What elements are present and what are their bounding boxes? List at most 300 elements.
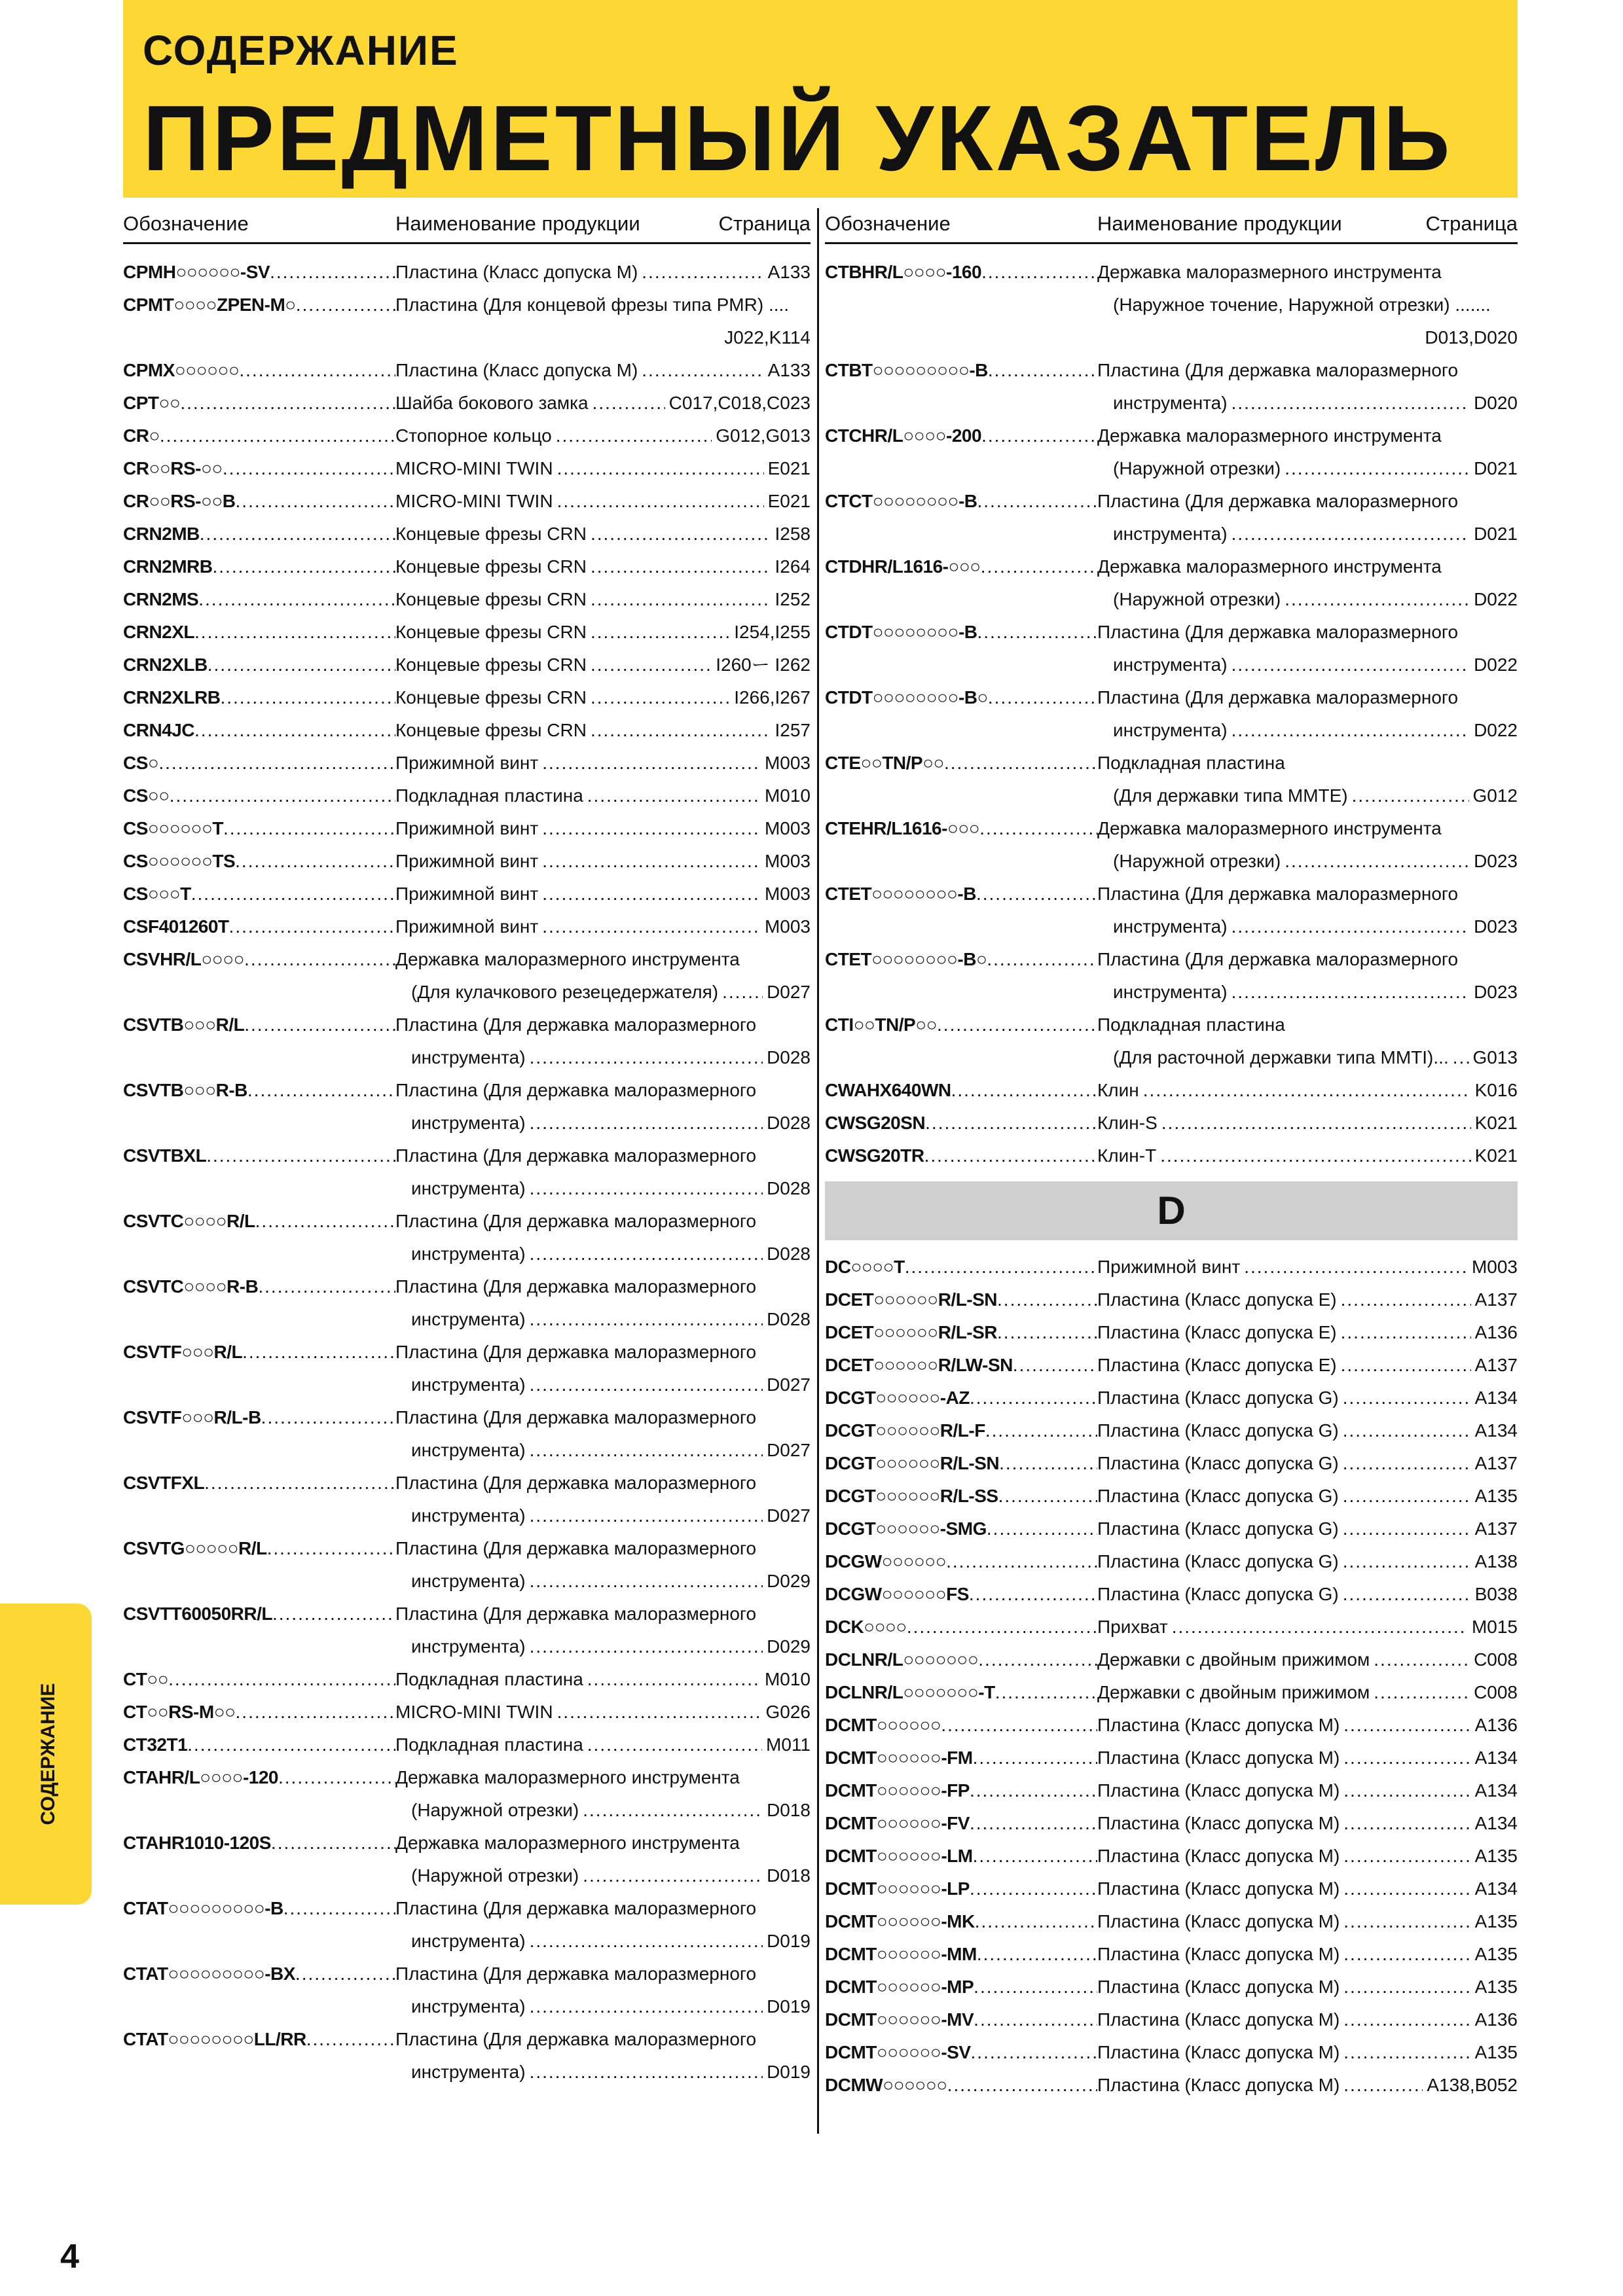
index-entry[interactable] [825,2003,1518,2036]
index-entry[interactable] [825,1676,1518,1709]
product-code: CSVTC○○○○R-B [123,1276,259,1297]
index-entry[interactable] [825,1283,1518,1316]
product-code: DCGW○○○○○○FS [825,1584,969,1604]
index-entry[interactable] [123,1205,811,1238]
product-name: Прижимной винт [395,753,539,773]
product-name: Пластина (Класс допуска M) [1097,2009,1340,2030]
index-entry[interactable] [825,714,1518,747]
leader-dots [1343,1873,1470,1905]
product-code: CTET○○○○○○○○-B○ [825,949,987,969]
page-ref: G013 [1472,1047,1518,1067]
leader-dots [970,1807,1097,1840]
index-entry[interactable] [123,321,811,354]
page-ref: D022 [1474,655,1518,675]
index-entry[interactable] [825,1382,1518,1414]
index-entry[interactable] [825,321,1518,354]
product-name: Пластина (Для концевой фрезы типа PMR) .... [395,295,790,315]
index-entry[interactable] [123,1892,811,1925]
product-name: Прижимной винт [395,916,539,937]
index-entry[interactable] [123,387,811,420]
index-entry[interactable] [825,1774,1518,1807]
leader-dots [975,1905,1097,1938]
leader-dots [1160,1139,1470,1172]
code-cell [825,1905,1097,1938]
index-entry[interactable] [123,1499,811,1532]
product-name: Пластина (Для державка малоразмерного [395,1964,757,1984]
page-ref: A133 [767,360,811,380]
product-name: Прижимной винт [1097,1257,1241,1277]
index-entry[interactable] [123,256,811,289]
product-name: Пластина (Для державка малоразмерного [395,1145,757,1166]
index-entry[interactable] [123,1794,811,1827]
product-name: Державка малоразмерного инструмента [1097,262,1442,282]
index-entry[interactable] [825,649,1518,681]
product-name: Державка малоразмерного инструмента [395,1767,740,1787]
code-cell [123,1892,395,1925]
product-code: DCET○○○○○○R/L-SR [825,1322,998,1342]
index-entry[interactable] [123,1990,811,2023]
index-entry[interactable] [123,649,811,681]
leader-dots [591,583,771,616]
index-entry[interactable] [123,550,811,583]
index-entry[interactable] [123,1761,811,1794]
index-entry[interactable] [825,1643,1518,1676]
index-entry[interactable] [825,2069,1518,2102]
page-ref: D027 [767,1440,811,1460]
index-entry[interactable] [123,616,811,649]
product-code: CPT○○ [123,393,181,413]
page-ref: I254,I255 [734,622,811,642]
leader-dots [223,452,395,485]
leader-dots [530,1303,763,1336]
index-entry[interactable] [825,452,1518,485]
leader-dots [642,354,763,387]
index-entry[interactable] [123,1434,811,1467]
leader-dots [168,1663,395,1696]
product-name: Клин-S [1097,1113,1158,1133]
index-entry[interactable] [825,583,1518,616]
leader-dots [1343,2036,1470,2069]
index-entry[interactable] [123,714,811,747]
leader-dots [530,1990,763,2023]
index-entry[interactable] [123,812,811,845]
product-code: DCMT○○○○○○-LM [825,1846,973,1866]
product-name: Пластина (Для державка малоразмерного [395,1538,757,1558]
code-cell [825,1513,1097,1545]
page-ref: A136 [1474,1322,1518,1342]
product-name: Пластина (Класс допуска M) [395,360,638,380]
index-entry[interactable] [123,2023,811,2056]
product-name: Пластина (Класс допуска M) [1097,1813,1340,1833]
index-entry[interactable] [123,1630,811,1663]
product-name: Пластина (Класс допуска M) [1097,1780,1340,1801]
leader-dots [981,256,1097,289]
leader-dots [974,2003,1097,2036]
index-entry[interactable] [825,1938,1518,1971]
leader-dots [587,780,761,812]
page-ref: M003 [764,818,811,838]
index-entry[interactable] [825,1611,1518,1643]
index-entry[interactable] [123,1238,811,1270]
leader-dots [556,420,712,452]
index-entry[interactable] [123,1729,811,1761]
index-entry[interactable] [123,452,811,485]
page-title: ПРЕДМЕТНЫЙ УКАЗАТЕЛЬ [143,86,1453,190]
index-entry[interactable] [123,289,811,321]
index-entry[interactable] [825,1905,1518,1938]
code-cell [825,1382,1097,1414]
index-entry[interactable] [123,1369,811,1401]
page-ref: A135 [1474,2042,1518,2062]
index-entry[interactable] [123,1827,811,1859]
index-entry[interactable] [825,2036,1518,2069]
index-entry[interactable] [825,812,1518,845]
product-code: CSVTB○○○R/L [123,1014,245,1035]
index-entry[interactable] [825,747,1518,780]
product-code: CS○○○T [123,884,191,904]
product-name: MICRO-MINI TWIN [395,458,553,478]
page-ref: A134 [1474,1878,1518,1899]
product-name: инструмента) [411,1636,526,1657]
leader-dots [944,747,1097,780]
code-cell [123,387,395,420]
page-ref: M003 [764,851,811,871]
page-ref: A135 [1474,1944,1518,1964]
index-entry[interactable] [123,1041,811,1074]
code-cell [825,1283,1097,1316]
leader-dots [1285,845,1470,878]
leader-dots [981,420,1097,452]
index-entry[interactable] [123,747,811,780]
product-code: DCLNR/L○○○○○○○ [825,1649,979,1670]
page-ref: D019 [767,1996,811,2017]
product-name: Пластина (Класс допуска E) [1097,1355,1337,1375]
product-code: CWAHX640WN [825,1080,951,1100]
code-cell [825,485,1097,518]
product-name: инструмента) [411,1047,526,1067]
code-cell [825,1447,1097,1480]
index-entry[interactable] [123,1925,811,1958]
index-entry[interactable] [825,387,1518,420]
leader-dots [997,1316,1097,1349]
product-code: CT○○ [123,1669,169,1689]
header-code: Обозначение [123,212,249,235]
index-entry[interactable] [825,1480,1518,1513]
leader-dots [1013,1349,1097,1382]
leader-dots [204,1467,395,1499]
leader-dots [1374,1643,1470,1676]
leader-dots [223,812,395,845]
product-name: инструмента) [411,1244,526,1264]
leader-dots [194,714,395,747]
product-code: CSVTC○○○○R/L [123,1211,255,1231]
index-entry[interactable] [123,1532,811,1565]
leader-dots [530,1565,763,1598]
index-entry[interactable] [123,583,811,616]
leader-dots [591,714,771,747]
index-entry[interactable] [825,354,1518,387]
page-ref: A138,B052 [1427,2075,1518,2095]
product-code: CR○○RS-○○B [123,491,236,511]
index-entry[interactable] [825,420,1518,452]
leader-dots [1231,387,1470,420]
page-ref: M003 [764,753,811,773]
code-cell [123,354,395,387]
product-name: (Наружной отрезки) [1113,851,1281,871]
index-entry[interactable] [123,681,811,714]
index-entry[interactable] [825,1009,1518,1041]
leader-dots [905,1251,1097,1283]
index-entry[interactable] [825,1251,1518,1283]
index-entry[interactable] [825,616,1518,649]
index-entry[interactable] [123,1565,811,1598]
index-entry[interactable] [825,1349,1518,1382]
leader-dots [530,1369,763,1401]
leader-dots [1343,1774,1470,1807]
index-entry[interactable] [825,1414,1518,1447]
page-ref: A135 [1474,1486,1518,1506]
index-entry[interactable] [123,943,811,976]
index-entry[interactable] [825,1107,1518,1139]
index-list-right-c [825,256,1518,1172]
index-entry[interactable] [825,878,1518,910]
index-entry[interactable] [123,1009,811,1041]
index-entry[interactable] [123,1074,811,1107]
product-name: Подкладная пластина [395,785,583,806]
leader-dots [1341,1316,1471,1349]
leader-dots [187,1729,395,1761]
index-entry[interactable] [825,910,1518,943]
product-code: CRN2XL [123,622,195,642]
page-ref: M010 [764,785,811,806]
product-code: DCET○○○○○○R/LW-SN [825,1355,1013,1375]
index-entry[interactable] [825,485,1518,518]
leader-dots [979,812,1097,845]
index-entry[interactable] [825,1074,1518,1107]
index-entry[interactable] [825,1709,1518,1742]
index-entry[interactable] [825,1873,1518,1905]
product-name: Прижимной винт [395,884,539,904]
code-cell [123,1205,395,1238]
page-ref: E021 [767,491,811,511]
code-cell [123,1532,395,1565]
index-entry[interactable] [825,1316,1518,1349]
column-divider [817,208,819,2134]
leader-dots [988,354,1097,387]
leader-dots [977,485,1098,518]
product-name: Пластина (Для державка малоразмерного [395,1407,757,1427]
index-entry[interactable] [825,1447,1518,1480]
index-entry[interactable] [825,1971,1518,2003]
index-entry[interactable] [825,943,1518,976]
product-name: Пластина (Класс допуска M) [1097,1748,1340,1768]
index-entry[interactable] [825,976,1518,1009]
index-entry[interactable] [825,1139,1518,1172]
index-entry[interactable] [123,845,811,878]
product-name: Прихват [1097,1617,1168,1637]
leader-dots [1231,518,1470,550]
index-entry[interactable] [123,1467,811,1499]
index-entry[interactable] [825,1840,1518,1873]
product-code: CSVTF○○○R/L-B [123,1407,261,1427]
leader-dots [261,1401,395,1434]
leader-dots [283,1892,395,1925]
product-code: CS○○○○○○T [123,818,223,838]
leader-dots [924,1139,1097,1172]
page-ref: M010 [764,1669,811,1689]
index-entry[interactable] [825,845,1518,878]
leader-dots [206,1139,395,1172]
index-entry[interactable] [825,1041,1518,1074]
product-code: CS○ [123,753,159,773]
page-ref: E021 [767,458,811,478]
product-name: Пластина (Класс допуска M) [1097,1715,1340,1735]
index-entry[interactable] [123,1859,811,1892]
code-cell [825,1676,1097,1709]
index-entry[interactable] [123,1598,811,1630]
leader-dots [1143,1074,1471,1107]
product-name: Пластина (Класс допуска M) [1097,1878,1340,1899]
product-name: Концевые фрезы CRN [395,556,587,577]
page-ref: D020 [1474,393,1518,413]
product-name: Пластина (Класс допуска M) [1097,1846,1340,1866]
product-name: Подкладная пластина [395,1734,583,1755]
page-ref: D023 [1474,851,1518,871]
product-code: CRN4JC [123,720,195,740]
product-name: Пластина (Для державка малоразмерного [395,1342,757,1362]
leader-dots [1285,452,1470,485]
index-entry[interactable] [123,1172,811,1205]
product-name: Прижимной винт [395,818,539,838]
product-name: Пластина (Для державка малоразмерного [395,1473,757,1493]
product-code: DCMW○○○○○○ [825,2075,947,2095]
leader-dots [937,1009,1097,1041]
product-code: CTAT○○○○○○○○LL/RR [123,2029,306,2049]
code-cell [825,1107,1097,1139]
section-supertitle: СОДЕРЖАНИЕ [143,27,459,74]
index-entry[interactable] [123,1663,811,1696]
index-entry[interactable] [825,1545,1518,1578]
page-ref: I252 [775,589,811,609]
product-name: Прижимной винт [395,851,539,871]
page-ref: K021 [1474,1113,1518,1133]
product-code: DCMT○○○○○○-FM [825,1748,973,1768]
product-name: Шайба бокового замка [395,393,589,413]
page-ref: A136 [1474,1715,1518,1735]
code-cell [825,550,1097,583]
leader-dots [242,1336,395,1369]
index-entry[interactable] [123,485,811,518]
code-cell [123,616,395,649]
leader-dots [591,649,712,681]
index-entry[interactable] [123,910,811,943]
product-name: инструмента) [411,1996,526,2017]
code-cell [825,1643,1097,1676]
product-name: (Наружное точение, Наружной отрезки) ....... [1113,295,1491,315]
leader-dots [542,878,761,910]
product-code: DCMT○○○○○○-MP [825,1977,974,1997]
index-entry[interactable] [825,1578,1518,1611]
page-ref: M003 [764,884,811,904]
index-entry[interactable] [825,681,1518,714]
index-entry[interactable] [123,1303,811,1336]
leader-dots [1161,1107,1471,1139]
product-name: Пластина (Класс допуска G) [1097,1486,1339,1506]
index-entry[interactable] [825,289,1518,321]
code-cell [825,1349,1097,1382]
index-entry[interactable] [123,1270,811,1303]
leader-dots [236,485,395,518]
product-code: DCMT○○○○○○ [825,1715,941,1735]
leader-dots [530,1499,763,1532]
index-entry[interactable] [123,1139,811,1172]
header-name: Наименование продукции [395,212,640,235]
leader-dots [1343,1742,1470,1774]
code-cell [825,1873,1097,1905]
page-ref: D023 [1474,916,1518,937]
index-entry[interactable] [123,1401,811,1434]
leader-dots [244,1009,395,1041]
index-entry[interactable] [825,518,1518,550]
leader-dots [530,1041,763,1074]
side-tab-label [29,1676,68,1833]
page-ref: D028 [767,1244,811,1264]
index-entry[interactable] [123,976,811,1009]
index-entry[interactable] [123,2056,811,2089]
index-entry[interactable] [123,420,811,452]
index-entry[interactable] [825,1807,1518,1840]
index-entry[interactable] [123,780,811,812]
page-ref: M011 [766,1734,811,1755]
product-code: CTBT○○○○○○○○○-B [825,360,988,380]
product-code: DCMT○○○○○○-FV [825,1813,970,1833]
page-ref: C017,C018,C023 [668,393,811,413]
product-name: (Для державки типа MMTE) [1113,785,1348,806]
index-entry[interactable] [123,1696,811,1729]
leader-dots [278,1761,395,1794]
product-name: Державка малоразмерного инструмента [395,1833,740,1853]
index-entry[interactable] [123,354,811,387]
product-name: инструмента) [411,1178,526,1198]
page-ref: D028 [767,1047,811,1067]
leader-dots [1341,1349,1471,1382]
page-ref: A135 [1474,1911,1518,1931]
leader-dots [1343,2069,1423,2102]
index-entry[interactable] [123,878,811,910]
index-entry[interactable] [123,1107,811,1139]
index-entry[interactable] [825,550,1518,583]
leader-dots [970,1774,1097,1807]
index-list-left [123,256,811,2089]
page-ref: M003 [1471,1257,1518,1277]
leader-dots [1343,1382,1471,1414]
index-entry[interactable] [825,780,1518,812]
index-entry[interactable] [825,1742,1518,1774]
code-cell [123,1761,395,1794]
index-entry[interactable] [825,1513,1518,1545]
index-entry[interactable] [123,1958,811,1990]
index-entry[interactable] [123,1336,811,1369]
page-ref: G026 [765,1702,811,1722]
leader-dots [306,2023,395,2056]
index-entry[interactable] [825,256,1518,289]
index-entry[interactable] [123,518,811,550]
leader-dots [1343,1807,1470,1840]
product-name: (Для кулачкового резецедержателя) [411,982,719,1002]
leader-dots [1244,1251,1468,1283]
leader-dots [591,681,730,714]
code-cell [825,1480,1097,1513]
